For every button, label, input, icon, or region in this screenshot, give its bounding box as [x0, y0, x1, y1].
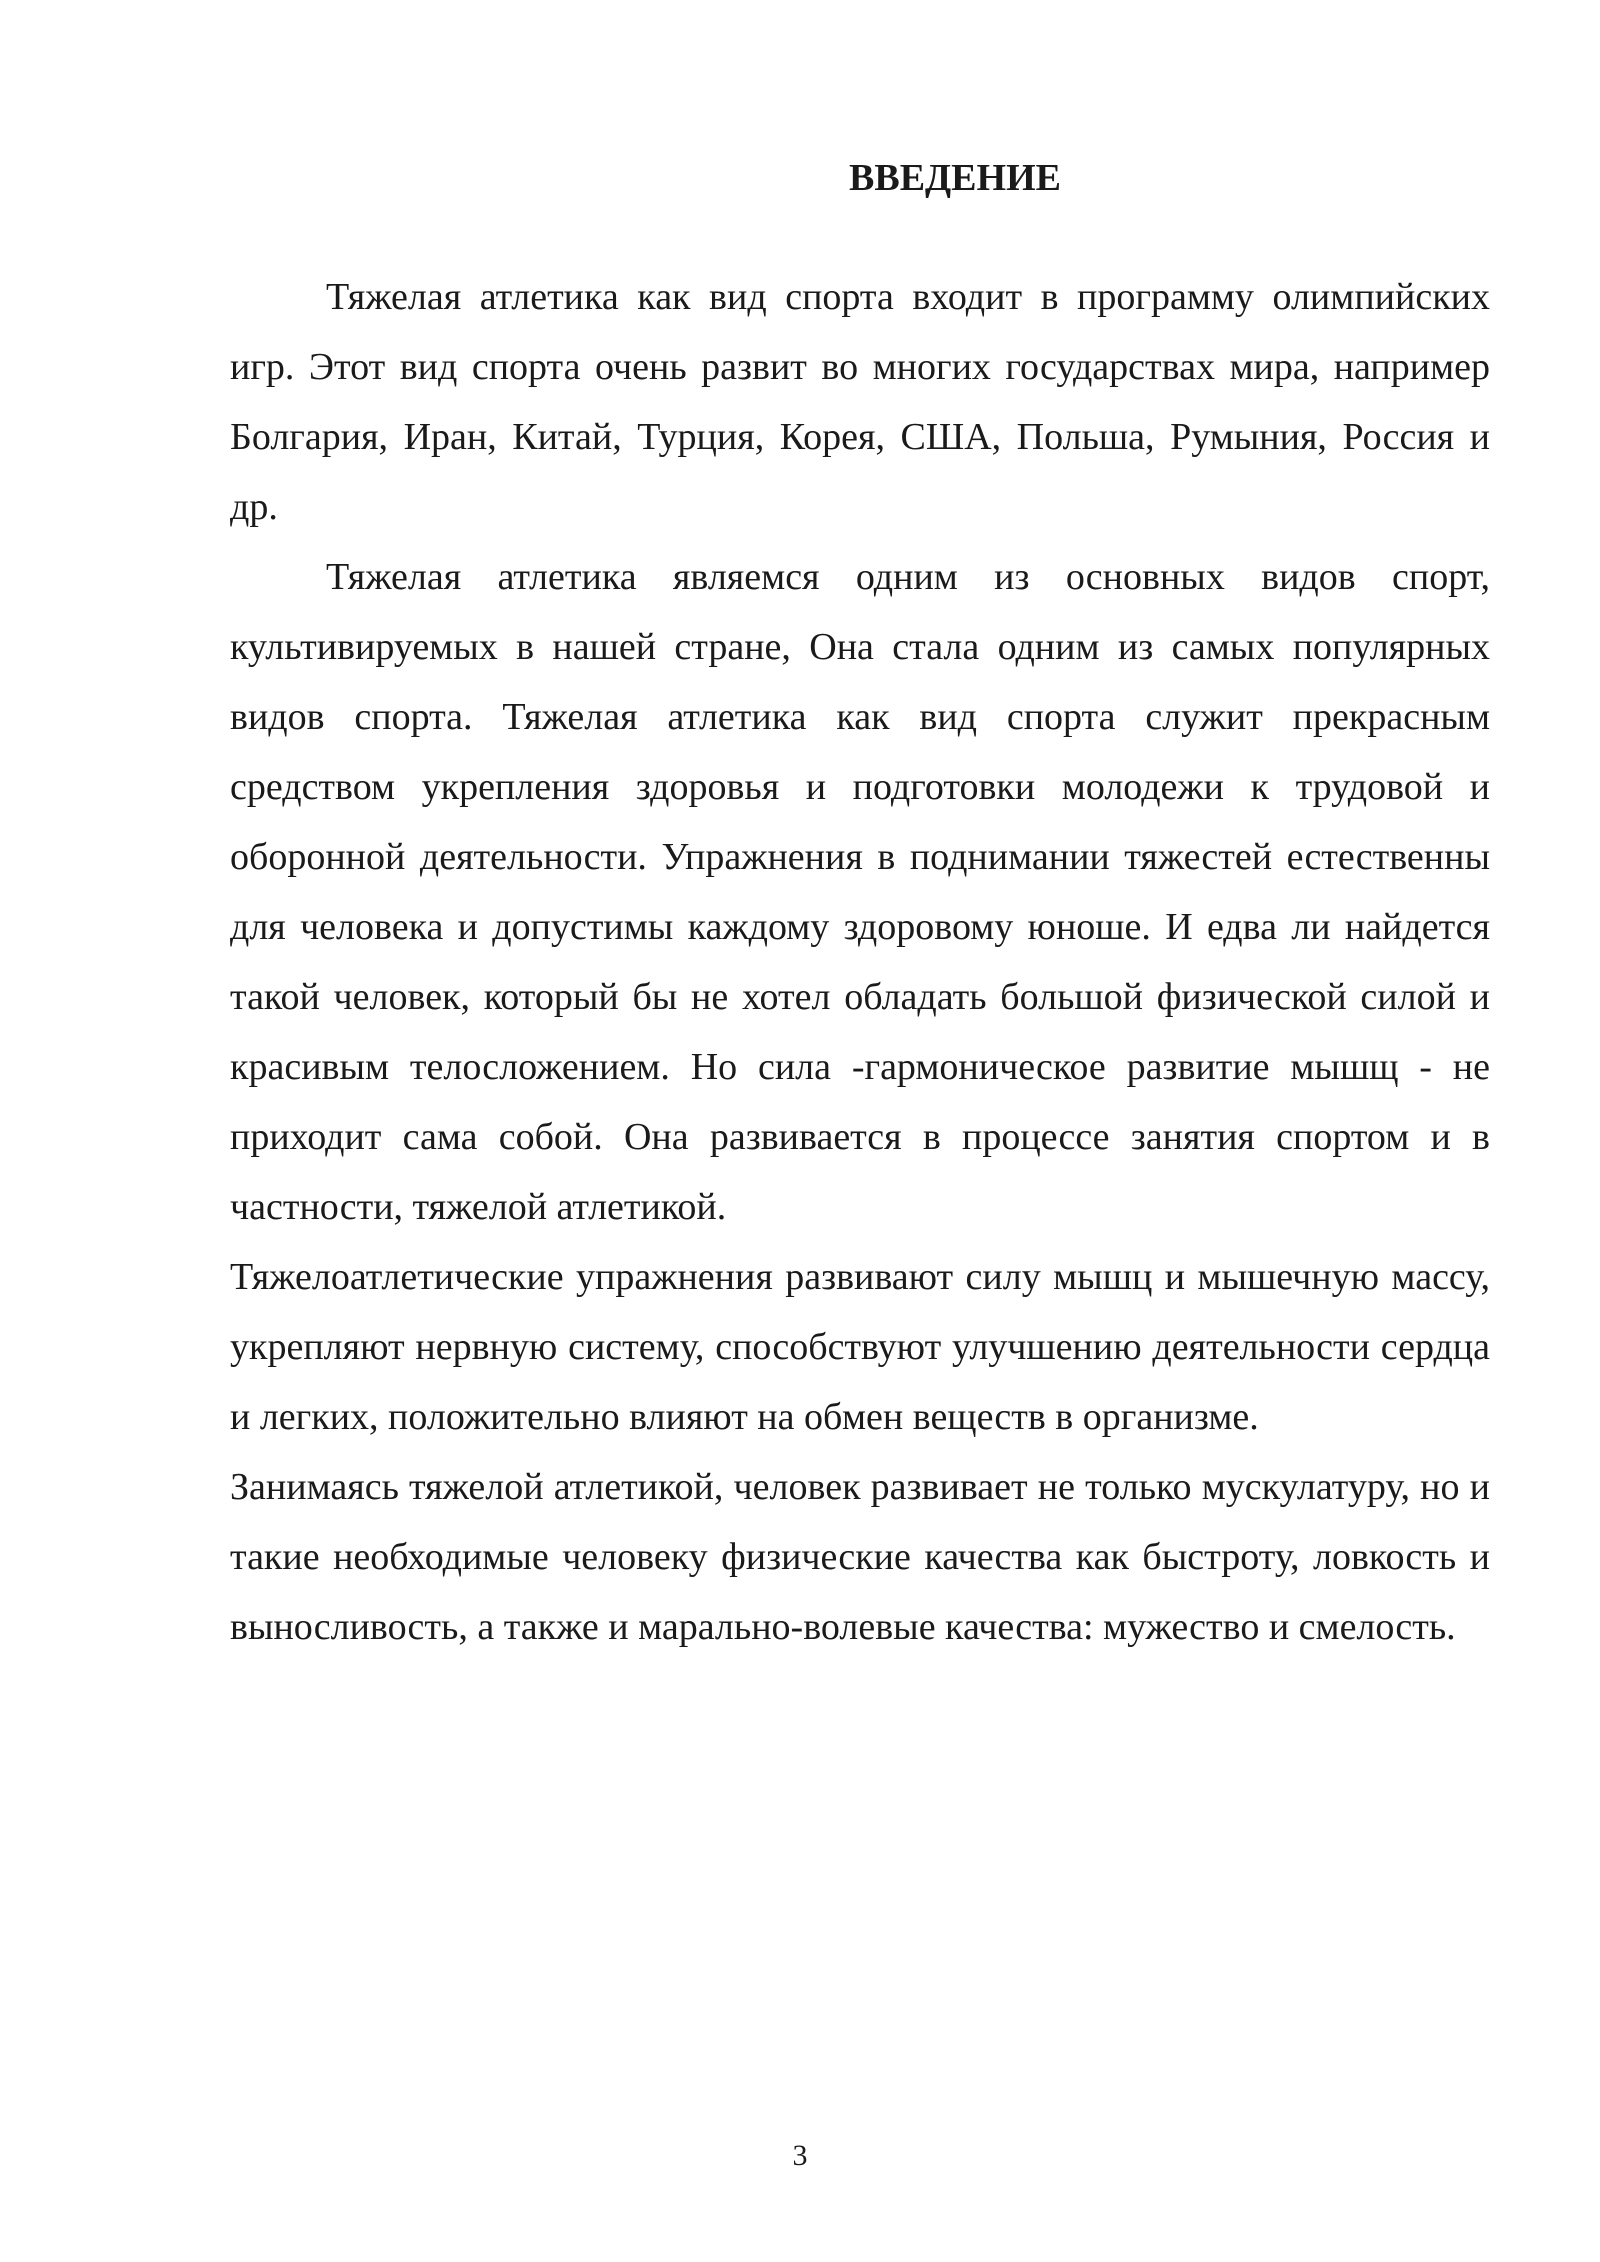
- page-title: ВВЕДЕНИЕ: [849, 157, 1061, 199]
- paragraph-1: Тяжелая атлетика как вид спорта входит в программу олимпийских игр. Этот вид спорта очень развит во многих государствах мира, например Болгария, Иран, Китай, Турция, Корея, США, Польша, Румыния, Россия и др.: [230, 276, 1490, 528]
- page-number: 3: [792, 2139, 808, 2172]
- paragraph-3: Тяжелоатлетические упражнения развивают силу мышц и мышечную массу, укрепляют нервную систему, способствуют улучшению деятельности сердца и легких, положительно влияют на обмен веществ в организме.: [230, 1256, 1490, 1438]
- paragraph-4: Занимаясь тяжелой атлетикой, человек развивает не только мускулатуру, но и такие необходимые человеку физические качества как быстроту, ловкость и выносливость, а также и марально-волевые качества: мужество и смелость.: [230, 1466, 1490, 1648]
- document-body: [230, 262, 1490, 1662]
- paragraph-2: Тяжелая атлетика являемся одним из основных видов спорт, культивируемых в нашей стране, Она стала одним из самых популярных видов спорта. Тяжелая атлетика как вид спорта служит прекрасным средством укрепления здоровья и подготовки молодежи к трудовой и оборонной деятельности. Упражнения в поднимании тяжестей естественны для человека и допустимы каждому здоровому юноше. И едва ли найдется такой человек, который бы не хотел обладать большой физической силой и красивым телосложением. Но сила -гармоническое развитие мышщ - не приходит сама собой. Она развивается в процессе занятия спортом и в частности, тяжелой атлетикой.: [230, 556, 1490, 1228]
